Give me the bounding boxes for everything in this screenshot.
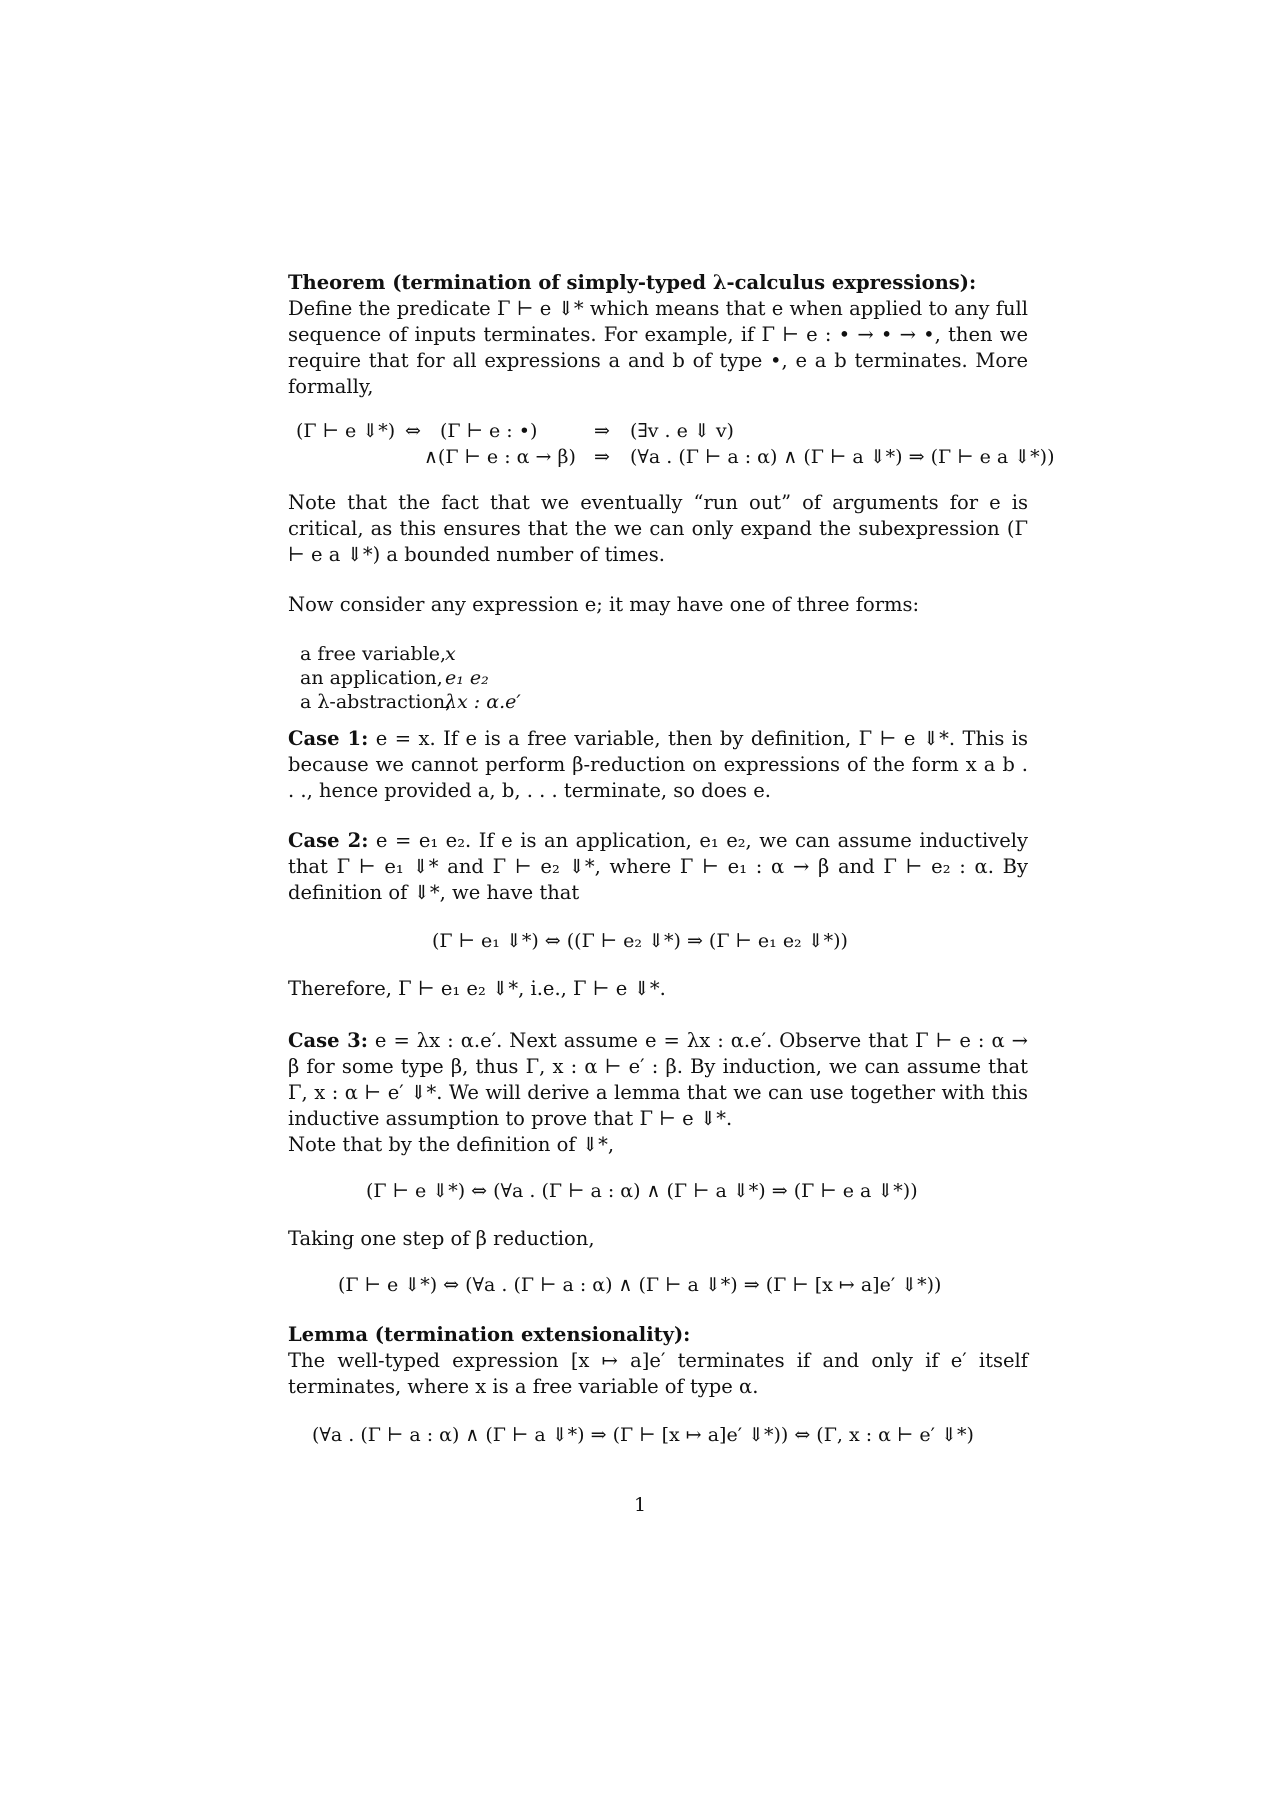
theorem-body: Define the predicate Γ ⊢ e ⇓* which means that e when applied to any full sequence of inputs terminates. For example, if Γ ⊢ e : • → • → •, then we require that for all expressions a and b of type •, e a b terminates. More formally,: [288, 297, 1028, 398]
lemma-body: The well-typed expression [x ↦ a]e′ terminates if and only if e′ itself terminates, where x is a free variable of type α.: [288, 1349, 1028, 1398]
form-label: an application,: [300, 667, 443, 689]
case-2-label: Case 2:: [288, 829, 369, 852]
def-eq-row1-rhs: (∃v . e ⇓ v): [630, 420, 734, 442]
note-run-out: Note that the fact that we eventually “run out” of arguments for e is critical, as this ensures that the we can only expand the subexpression (Γ ⊢ e a ⇓*) a bounded number of times.: [288, 491, 1028, 566]
case-3-equation-1: (Γ ⊢ e ⇓*) ⇔ (∀a . (Γ ⊢ a : α) ∧ (Γ ⊢ a ⇓*) ⇒ (Γ ⊢ e a ⇓*)): [366, 1180, 918, 1202]
lemma-equation: (∀a . (Γ ⊢ a : α) ∧ (Γ ⊢ a ⇓*) ⇒ (Γ ⊢ [x ↦ a]e′ ⇓*)) ⇔ (Γ, x : α ⊢ e′ ⇓*): [312, 1424, 974, 1446]
case-3-label: Case 3:: [288, 1029, 368, 1052]
case-3-beta-step: Taking one step of β reduction,: [288, 1227, 595, 1250]
consider-forms-text: Now consider any expression e; it may have one of three forms:: [288, 593, 920, 616]
theorem-heading: Theorem (termination of simply-typed λ-calculus expressions):: [288, 271, 977, 294]
lemma-heading: Lemma (termination extensionality):: [288, 1323, 691, 1346]
form-expr: e₁ e₂: [445, 667, 489, 689]
def-eq-row1-impl: ⇒: [594, 420, 610, 442]
case-1-label: Case 1:: [288, 727, 369, 750]
case-3-note: Note that by the definition of ⇓*,: [288, 1133, 615, 1156]
form-expr: x: [445, 643, 456, 665]
case-1: [288, 726, 1028, 804]
form-label: a free variable,: [300, 643, 447, 665]
case-2-therefore: Therefore, Γ ⊢ e₁ e₂ ⇓*, i.e., Γ ⊢ e ⇓*.: [288, 977, 666, 1000]
def-eq-iff: ⇔: [405, 420, 421, 442]
def-eq-row1-cond: (Γ ⊢ e : •): [440, 420, 538, 442]
def-eq-lhs: (Γ ⊢ e ⇓*): [296, 420, 396, 442]
case-2: [288, 828, 1028, 906]
form-label: a λ-abstraction,: [300, 691, 452, 713]
page-number: 1: [633, 1494, 647, 1516]
case-2-equation: (Γ ⊢ e₁ ⇓*) ⇔ ((Γ ⊢ e₂ ⇓*) ⇒ (Γ ⊢ e₁ e₂ ⇓*)): [432, 930, 848, 952]
case-3-equation-2: (Γ ⊢ e ⇓*) ⇔ (∀a . (Γ ⊢ a : α) ∧ (Γ ⊢ a ⇓*) ⇒ (Γ ⊢ [x ↦ a]e′ ⇓*)): [338, 1274, 942, 1296]
case-1-body: e = x. If e is a free variable, then by definition, Γ ⊢ e ⇓*. This is because we cannot perform β-reduction on expressions of the form x a b . . ., hence provided a, b, . . . terminate, so does e.: [288, 727, 1028, 802]
form-expr: λx : α.e′: [445, 691, 521, 713]
def-eq-row2-cond: ∧(Γ ⊢ e : α → β): [424, 446, 576, 468]
def-eq-row2-rhs: (∀a . (Γ ⊢ a : α) ∧ (Γ ⊢ a ⇓*) ⇒ (Γ ⊢ e a ⇓*)): [630, 446, 1055, 468]
def-eq-row2-impl: ⇒: [594, 446, 610, 468]
case-3-body: e = λx : α.e′. Next assume e = λx : α.e′. Observe that Γ ⊢ e : α → β for some type β, thus Γ, x : α ⊢ e′ : β. By induction, we can assume that Γ, x : α ⊢ e′ ⇓*. We will derive a lemma that we can use together with this inductive assumption to prove that Γ ⊢ e ⇓*.: [288, 1029, 1028, 1130]
case-2-body: e = e₁ e₂. If e is an application, e₁ e₂, we can assume inductively that Γ ⊢ e₁ ⇓* and Γ ⊢ e₂ ⇓*, where Γ ⊢ e₁ : α → β and Γ ⊢ e₂ : α. By definition of ⇓*, we have that: [288, 829, 1028, 904]
case-3: [288, 1028, 1028, 1132]
